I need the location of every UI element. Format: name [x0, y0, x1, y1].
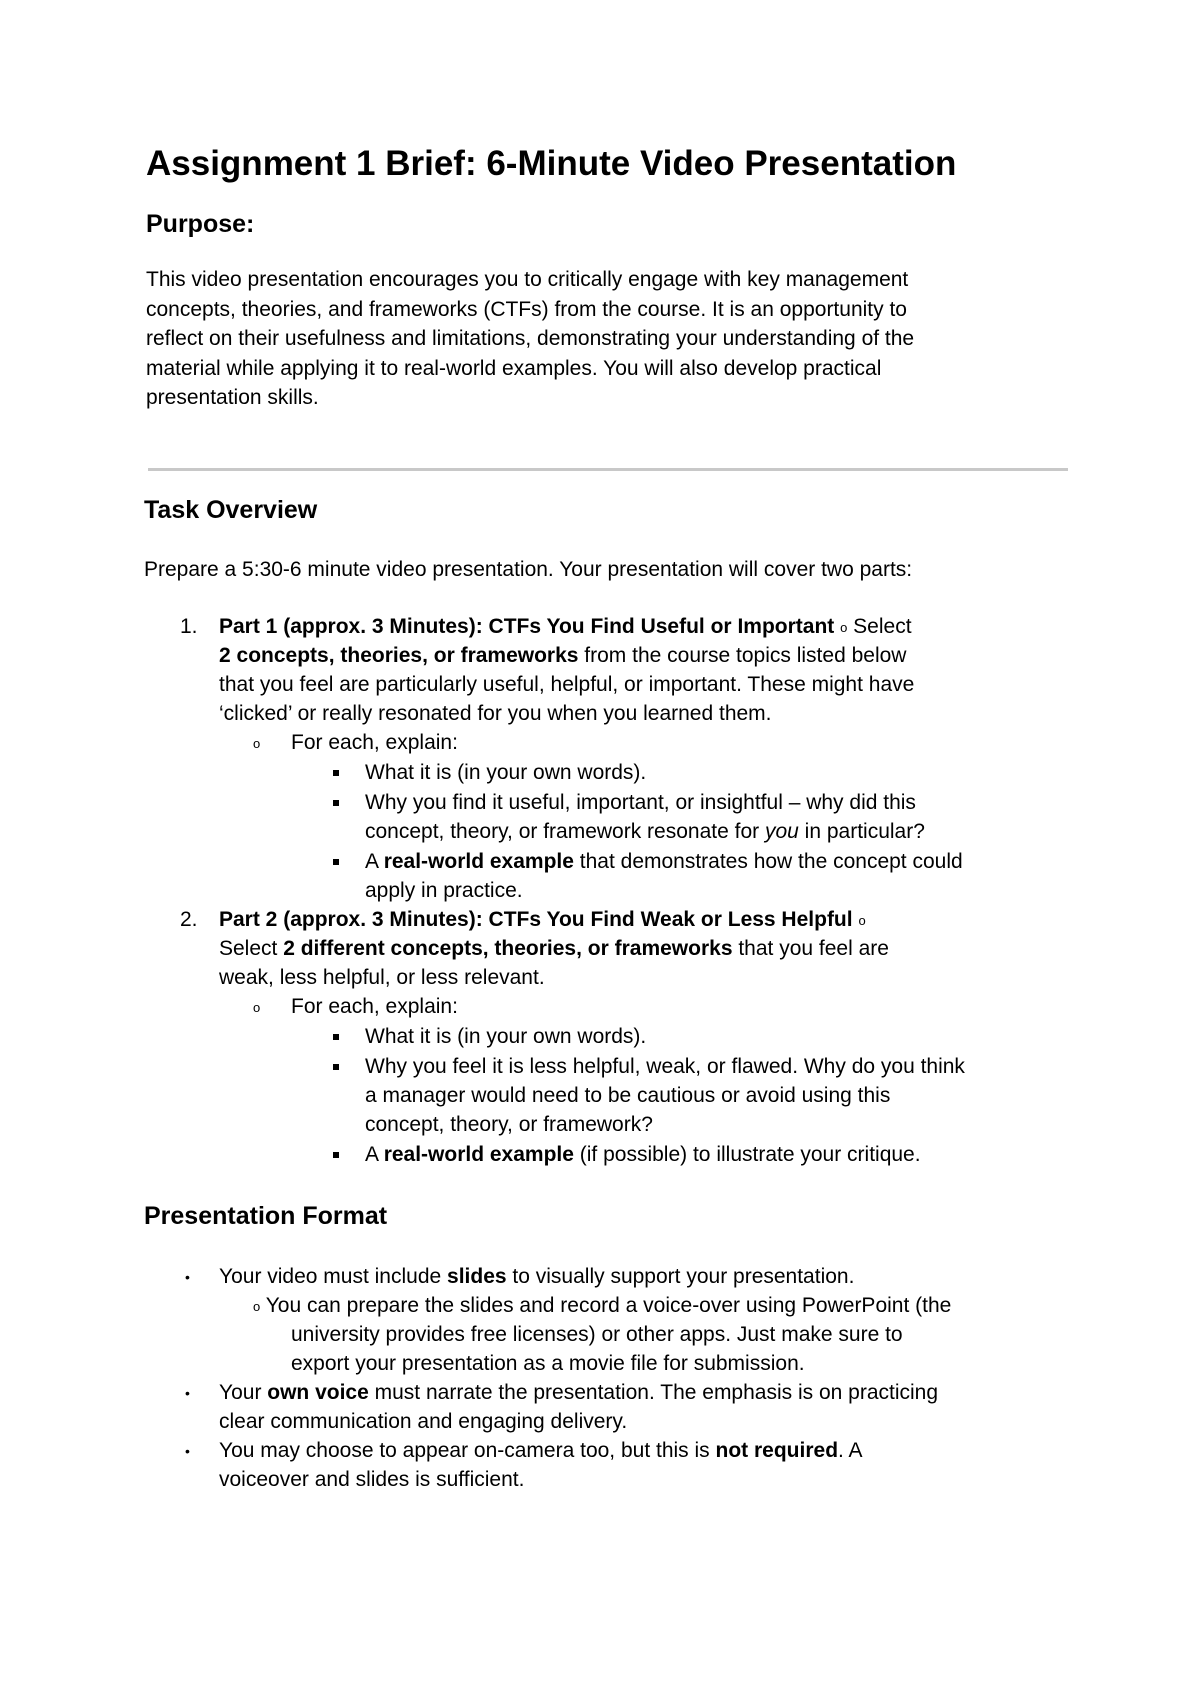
- format-item-1: Your video must include slides to visually support your presentation.: [219, 1265, 855, 1288]
- purpose-line: reflect on their usefulness and limitations, demonstrating your understanding of the: [146, 327, 915, 350]
- bullet-icon: •: [185, 1269, 190, 1285]
- square-bullet-icon: [333, 800, 339, 806]
- part2-for-each: For each, explain:: [291, 995, 458, 1018]
- part2-title: Part 2 (approx. 3 Minutes): CTFs You Find Weak or Less Helpful: [219, 908, 853, 931]
- purpose-line: presentation skills.: [146, 386, 319, 409]
- part1-bullet-2-line-2: concept, theory, or framework resonate for you in particular?: [365, 820, 925, 843]
- part2-bullet-2-line-2: a manager would need to be cautious or avoid using this: [365, 1084, 891, 1107]
- format-item-3-line-2: voiceover and slides is sufficient.: [219, 1468, 525, 1491]
- hollow-bullet-icon: o: [253, 735, 261, 751]
- hollow-bullet-icon: o: [840, 619, 848, 635]
- bullet-icon: •: [185, 1385, 190, 1401]
- list-number: 2.: [180, 908, 198, 931]
- part1-bullet-3-line-1: A real-world example that demonstrates how the concept could: [365, 850, 963, 873]
- part2-bullet-2-line-1: Why you feel it is less helpful, weak, or flawed. Why do you think: [365, 1055, 965, 1078]
- part1-bullet-2-line-1: Why you find it useful, important, or insightful – why did this: [365, 791, 916, 814]
- page-title: Assignment 1 Brief: 6-Minute Video Presentation: [146, 144, 957, 183]
- part2-line-1: [219, 905, 866, 934]
- purpose-paragraph: [146, 265, 1066, 413]
- part1-line-1: Part 1 (approx. 3 Minutes): CTFs You Find Useful or Important o Select: [219, 615, 912, 638]
- horizontal-divider: [148, 468, 1068, 471]
- part1-line-2: 2 concepts, theories, or frameworks from the course topics listed below: [219, 644, 907, 667]
- part2-bullet-1: What it is (in your own words).: [365, 1025, 647, 1048]
- part1-bullet-1: What it is (in your own words).: [365, 761, 647, 784]
- hollow-bullet-icon: o: [253, 1298, 261, 1314]
- format-item-2-line-1: Your own voice must narrate the presentation. The emphasis is on practicing: [219, 1381, 939, 1404]
- format-sub-item-line-1: o You can prepare the slides and record a voice-over using PowerPoint (the: [253, 1294, 952, 1317]
- part1-bullet-3-line-2: apply in practice.: [365, 879, 523, 902]
- task-overview-heading: Task Overview: [144, 496, 318, 524]
- square-bullet-icon: [333, 1034, 339, 1040]
- format-item-3-line-1: You may choose to appear on-camera too, but this is not required. A: [219, 1439, 863, 1462]
- purpose-line: material while applying it to real-world examples. You will also develop practical: [146, 356, 882, 380]
- part2-line-3: weak, less helpful, or less relevant.: [219, 966, 545, 989]
- part1-title: Part 1 (approx. 3 Minutes): CTFs You Find Useful or Important: [219, 615, 835, 638]
- hollow-bullet-icon: o: [253, 999, 261, 1015]
- format-sub-item-line-2: university provides free licenses) or other apps. Just make sure to: [291, 1323, 903, 1346]
- task-intro: Prepare a 5:30-6 minute video presentation. Your presentation will cover two parts:: [144, 558, 913, 581]
- part1-for-each: For each, explain:: [291, 731, 458, 754]
- purpose-line: This video presentation encourages you to critically engage with key management: [146, 268, 909, 291]
- bullet-icon: •: [185, 1443, 190, 1459]
- purpose-line: concepts, theories, and frameworks (CTFs) from the course. It is an opportunity to: [146, 297, 907, 321]
- square-bullet-icon: [333, 1064, 339, 1070]
- part2-line-2: Select 2 different concepts, theories, or frameworks that you feel are: [219, 937, 889, 960]
- square-bullet-icon: [333, 859, 339, 865]
- square-bullet-icon: [333, 770, 339, 776]
- part2-bullet-3: A real-world example (if possible) to illustrate your critique.: [365, 1143, 921, 1166]
- hollow-bullet-icon: o: [858, 912, 866, 928]
- square-bullet-icon: [333, 1152, 339, 1158]
- format-sub-item-line-3: export your presentation as a movie file for submission.: [291, 1352, 805, 1375]
- part1-line-4: ‘clicked’ or really resonated for you when you learned them.: [219, 702, 772, 725]
- purpose-heading: Purpose:: [146, 210, 255, 238]
- list-number: 1.: [180, 615, 198, 638]
- part2-bullet-2-line-3: concept, theory, or framework?: [365, 1113, 653, 1136]
- presentation-format-heading: Presentation Format: [144, 1202, 388, 1230]
- part1-line-3: that you feel are particularly useful, helpful, or important. These might have: [219, 673, 915, 696]
- format-item-2-line-2: clear communication and engaging delivery.: [219, 1410, 628, 1433]
